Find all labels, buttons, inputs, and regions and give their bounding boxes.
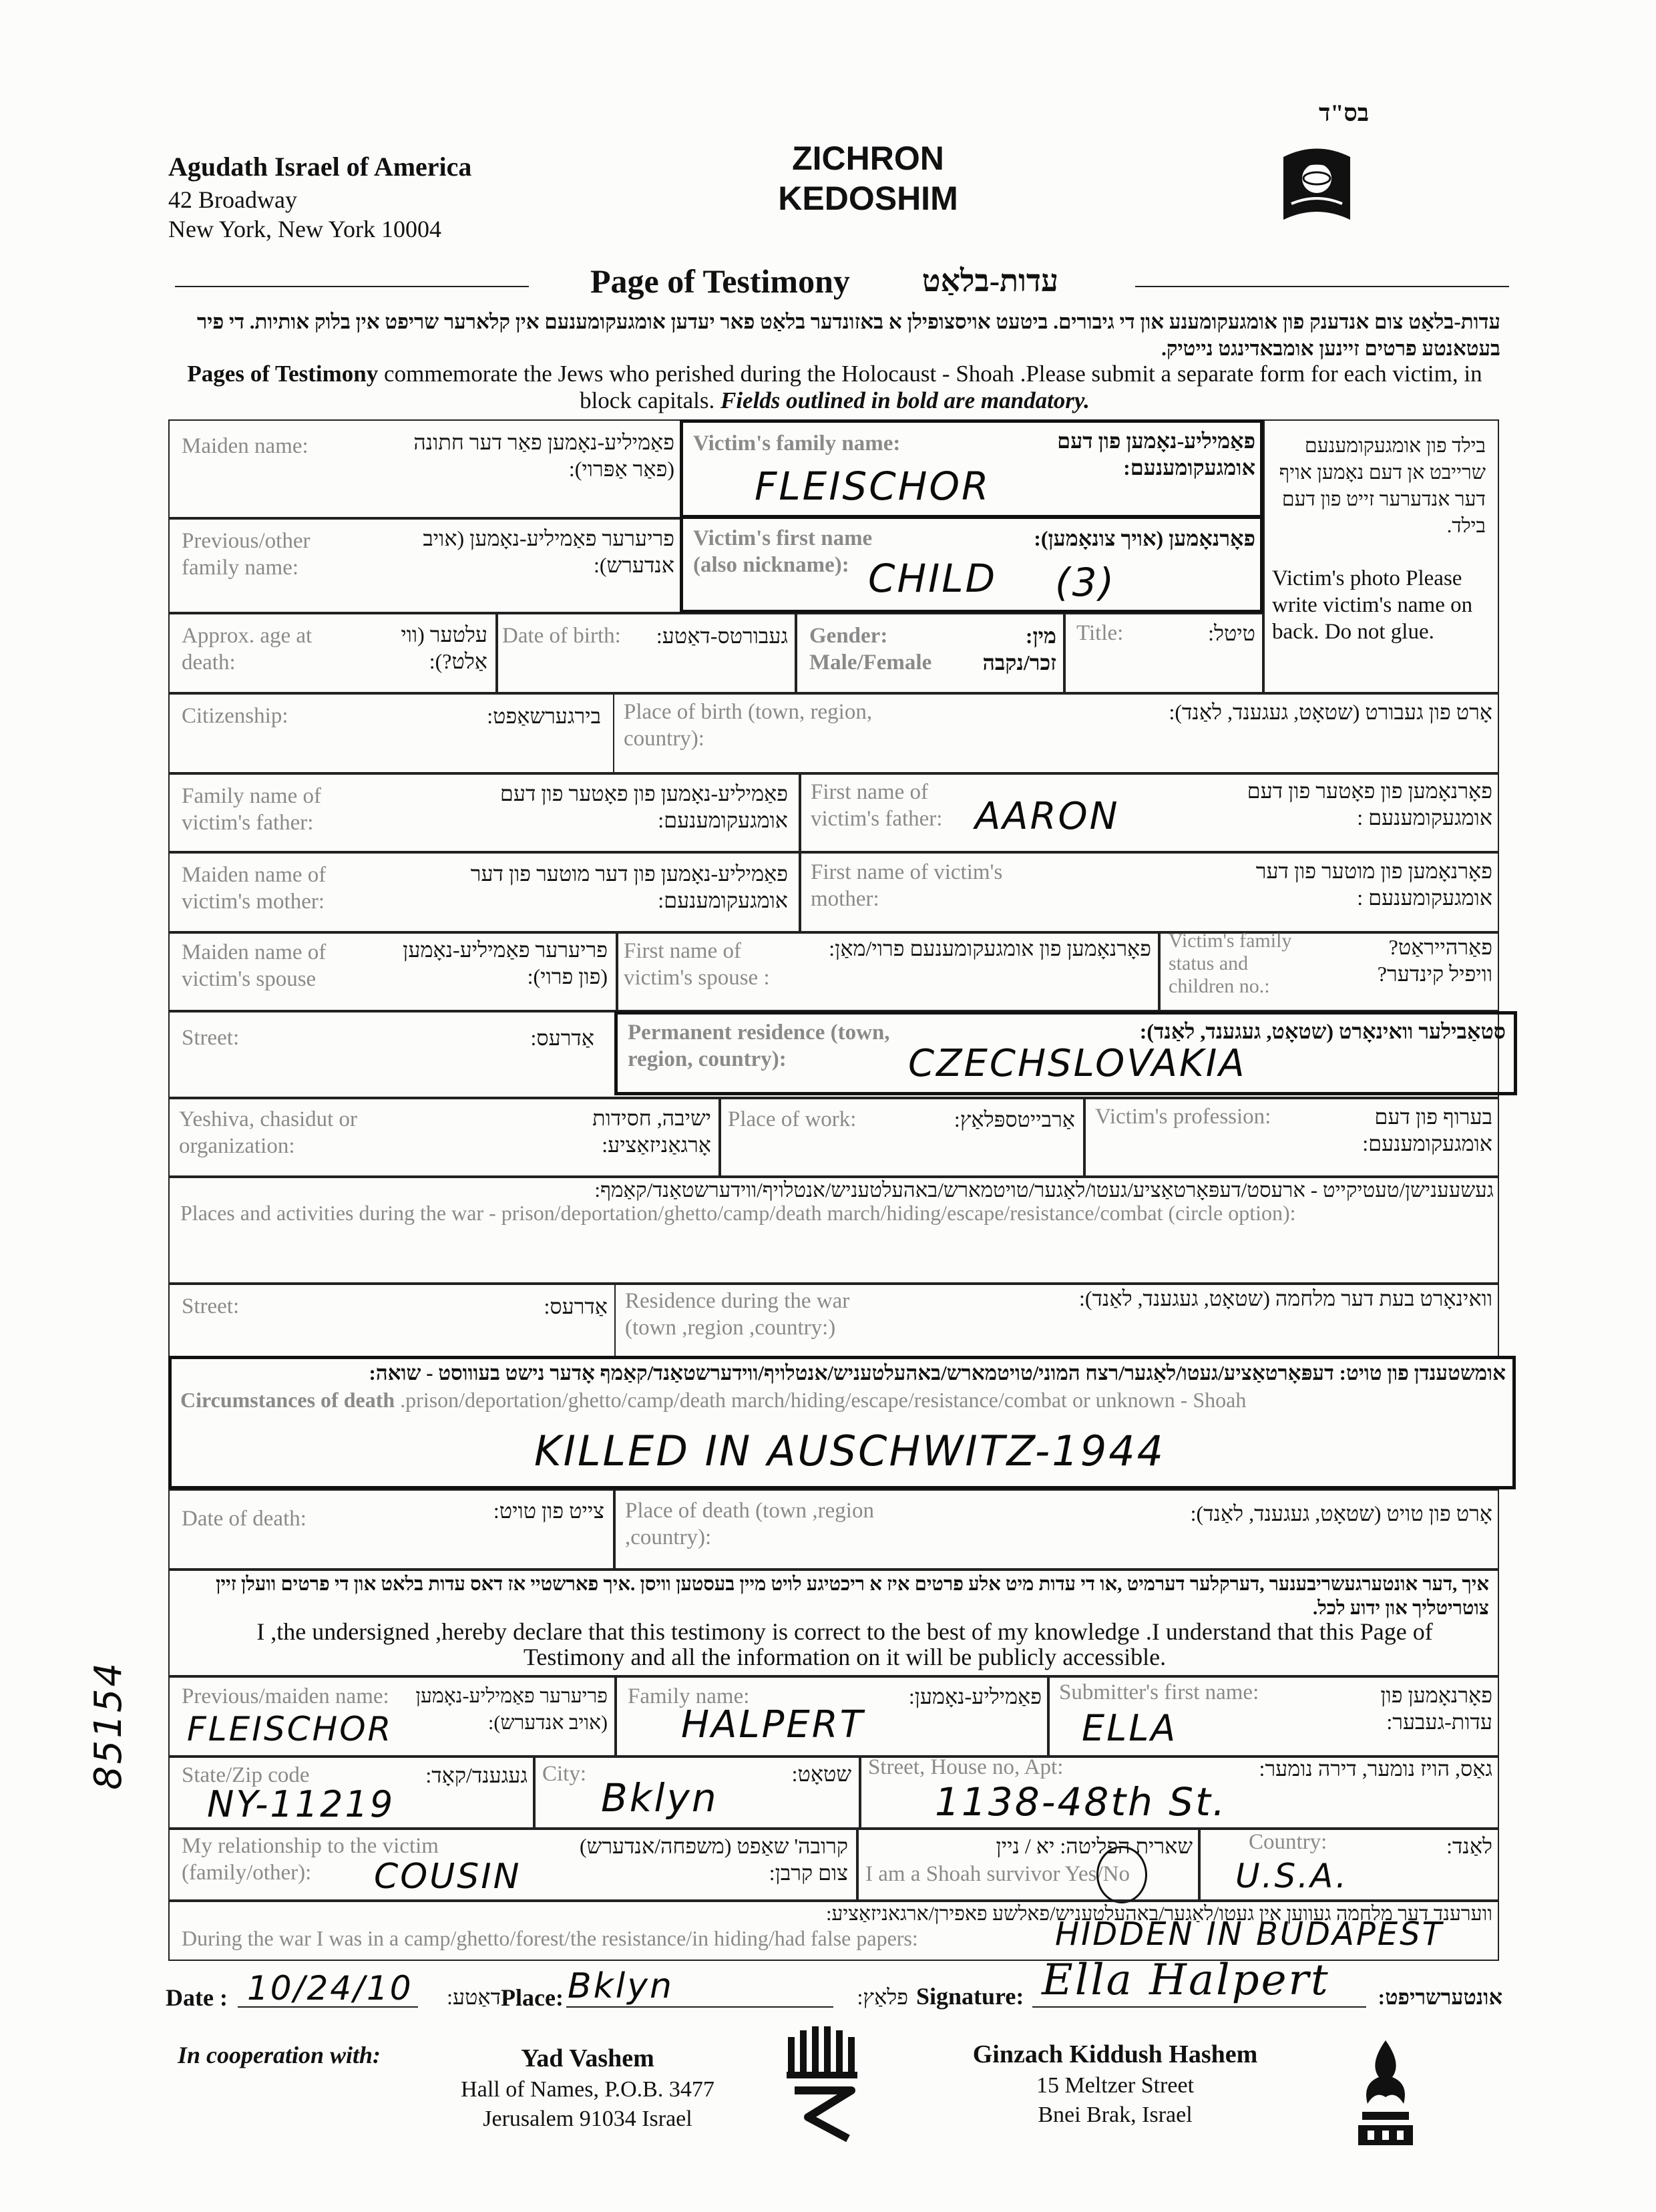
declaration-yiddish: איך ,דער אונטערגעשריבענער ,דערקלער דערמיט ,או די עדות מיט אלע פרטים איז א ריכטיגע לויט מיין בעסטען וויסן .איך פארשטיי אז דאס עדות בלאט און די פרטים וועלן זיין צוטריטליך און ידוע לכל. [216,1574,1489,1619]
age-label-yi: עלטער (ווי אַלט?): [401,622,487,673]
page-title-yiddish: עדות-בלאַט [921,264,1058,298]
mother-first-label-yi: פאָרנאָמען פון מוטער פון דער אומגעקומענעם : [1255,859,1492,910]
street-label-yi: אַדרעס: [530,1026,594,1050]
place-line [566,2006,833,2008]
org-name: Agudath Israel of America [168,152,472,182]
place-value[interactable]: Bklyn [568,1966,674,2006]
war-street-label-yi: אַדרעס: [544,1294,608,1318]
war-residence-label-yi: וואינאָרט בעת דער מלחמה (שטאָט, געגענד, לאַנד): [1079,1286,1492,1310]
circumstances-label [180,1387,1506,1413]
country-label-yi: לאַנד: [1446,1834,1492,1858]
submitter-state-zip-label-yi: געגענד/קאָד: [425,1763,528,1787]
submitter-prev-maiden-value: FLEISCHOR [187,1710,393,1748]
signature-label-yi: אונטערשריפט: [1378,1985,1502,2009]
signature-value[interactable]: Ella Halpert [1042,1956,1330,2005]
yad-vashem-logo-icon [781,2024,868,2144]
circumstances-label-text: .prison/deportation/ghetto/camp/death march/hiding/escape/resistance/combat or unknown - Shoah [400,1388,1247,1412]
yeshiva-label-yi: ישיבה, חסידות אָרגאַניזאַציע: [592,1106,711,1157]
country-label: Country: [1249,1830,1327,1854]
intro-english-bold: Pages of Testimony [187,361,379,387]
citizenship-label-yi: בירגערשאַפט: [487,704,601,728]
family-status-label-yi: פאַרהייראַט? וויפיל קינדער? [1377,935,1492,986]
spouse-first-label: First name of victim's spouse : [624,939,770,990]
intro-yiddish: עדות-בלאַט צום אנדענק פון אומגעקומענע און די גיבורים. ביטעט אויסצופילן א באזונדער בלאַט פאר יעדען אומגעקומענעם אין קלארער שריפט אין בלוק אותיות. די פיר בעטאנטע פרטים זיינען אומבאדינגט נייטיק. [196,310,1500,360]
place-of-birth-label: Place of birth (town, region, country): [624,700,873,751]
permanent-residence-value: CZECHSLOVAKIA [908,1042,1247,1085]
father-first-value: AARON [975,795,1120,838]
date-value[interactable]: 10/24/10 [247,1969,413,2008]
intro-english [180,361,1489,414]
submitter-relationship-value: COUSIN [374,1857,522,1897]
family-status-label: Victim's family status and children no.: [1169,930,1292,997]
place-label: Place: [501,1984,564,2011]
previous-family-name-label: Previous/other family name: [182,529,310,580]
title-label-yi: טיטל: [1208,621,1255,645]
submitter-family-name-value: HALPERT [681,1703,865,1746]
title-line-2: KEDOSHIM [778,180,958,217]
citizenship-label: Citizenship: [182,704,288,728]
submitter-prev-maiden-label: Previous/maiden name: [182,1684,389,1708]
victim-family-name-label-yi: פאַמיליע-נאָמען פון דעם אומגעקומענעם: [1057,429,1255,480]
ginzach-logo-icon [1349,2037,1422,2151]
ginzach-address-2: Bnei Brak, Israel [1038,2102,1193,2127]
submitter-state-zip-value: NY-11219 [207,1783,395,1825]
declaration-english: I ,the undersigned ,hereby declare that this testimony is correct to the best of my knowledge .I understand that this Page of Testimony and all the information on it will be publicly accessible. [256,1618,1433,1670]
submitter-street-label: Street, House no, Apt: [868,1755,1064,1779]
victim-family-name-label: Victim's family name: [693,431,901,455]
profession-label-yi: בערוף פון דעם אומגעקומענעם: [1362,1105,1492,1155]
gender-label: Gender: Male/Female [809,624,932,675]
mother-maiden-label: Maiden name of victim's mother: [182,863,327,914]
submitter-city-value: Bklyn [601,1775,718,1821]
survivor-yes-circle[interactable] [1096,1846,1147,1903]
org-address-1: 42 Broadway [168,186,297,213]
war-places-label: Places and activities during the war - prison/deportation/ghetto/camp/death march/hiding/escape/resistance/combat (circle option): [180,1201,1296,1225]
permanent-residence-label-yi: סטאַבילער וואינאָרט (שטאָט, געגענד, לאַנד): [1139,1019,1506,1043]
spouse-maiden-label: Maiden name of victim's spouse [182,940,327,991]
place-of-death-label: Place of death (town ,region ,country): [625,1499,874,1549]
war-camp-label: During the war I was in a camp/ghetto/forest/the resistance/in hiding/had false papers: [182,1926,918,1950]
signature-label: Signature: [916,1983,1024,2010]
yad-vashem-address-2: Jerusalem 91034 Israel [483,2106,692,2131]
submitter-family-name-label-yi: פאַמיליע-נאָמען: [908,1684,1042,1708]
previous-family-name-label-yi: פריערער פאַמיליע-נאָמען (אויב אנדערש): [423,526,674,577]
ginzach-address-1: 15 Meltzer Street [1036,2073,1195,2098]
intro-mandatory: Fields outlined in bold are mandatory. [720,387,1090,413]
submitter-state-zip-label: State/Zip code [182,1763,310,1787]
title-label: Title: [1076,621,1124,645]
victim-first-name-label-yi: פאָרנאָמען (אויך צונאָמען): [1034,526,1255,550]
survivor-label-yi: שארית הפליטה: יא / ניין [996,1834,1193,1858]
submitter-city-label: City: [542,1762,587,1786]
yad-vashem-address-1: Hall of Names, P.O.B. 3477 [461,2077,714,2102]
date-label: Date : [166,1984,228,2011]
war-camp-label-yi: ווערענד דער מלחמה געווען אין געטו/לאַגער/באהעלטעניש/פאלשע פאפירן/ארגאניזאַציע: [826,1903,1492,1925]
agudath-logo-icon [1277,137,1357,222]
maiden-name-label-yi: פאַמיליע-נאָמען פאַר דער חתונה (פאַר אַפּרוי): [413,430,674,481]
place-of-work-label-yi: אַרבייטספּלאַץ: [954,1107,1075,1131]
submitter-prev-maiden-label-yi: פריערער פאַמיליע-נאָמען (אויב אנדערש): [415,1685,608,1734]
country-value: U.S.A. [1235,1857,1349,1895]
permanent-residence-label: Permanent residence (town, region, country): [628,1021,890,1071]
father-family-label-yi: פאַמיליע-נאָמען פון פאָטער פון דעם אומגעקומענעם: [499,781,788,832]
cooperation-label: In cooperation with: [178,2042,381,2068]
survivor-label: I am a Shoah survivor Yes/No [865,1862,1130,1886]
submitter-first-name-label: Submitter's first name: [1059,1680,1259,1704]
photo-box-english: Victim's photo Please write victim's name on back. Do not glue. [1272,566,1473,644]
father-first-label: First name of victim's father: [811,780,943,831]
maiden-name-label: Maiden name: [182,434,308,458]
submitter-relationship-label-yi: קרובה' שאַפט (משפחה/אנדערש) צום קרבן: [580,1834,848,1885]
war-street-label: Street: [182,1294,240,1318]
spouse-first-label-yi: פאָרנאָמען פון אומגעקומענעם פרוי/מאַן: [829,936,1151,960]
submitter-street-value: 1138-48th St. [935,1779,1227,1825]
place-of-death-label-yi: אָרט פון טויט (שטאָט, געגענד, לאַנד): [1190,1501,1492,1525]
date-of-death-label: Date of death: [182,1507,306,1531]
submitter-street-label-yi: גאַס, הויז נומער, דירה נומער: [1259,1757,1492,1781]
mother-first-label: First name of victim's mother: [811,860,1003,911]
dob-label: Date of birth: [502,624,621,648]
submitter-relationship-label: My relationship to the victim (family/other): [182,1834,439,1885]
intro-english-text: commemorate the Jews who perished during the Holocaust - Shoah .Please submit a separate form for each victim, in block capitals. [384,361,1482,413]
hebrew-mark: בס"ד [1319,100,1370,126]
yeshiva-label: Yeshiva, chasidut or organization: [179,1107,358,1158]
victim-first-name-value: CHILD [868,556,998,601]
submitter-first-name-label-yi: פאָרנאָמען פון עדות-געבער: [1380,1683,1492,1734]
victim-first-name-value-2: (3) [1055,560,1116,605]
title-line-1: ZICHRON [792,140,944,177]
date-of-death-label-yi: צייט פון טויט: [493,1499,604,1523]
date-label-yi: דאַטע: [447,1985,501,2009]
submitter-first-name-value: ELLA [1082,1707,1178,1749]
father-first-label-yi: פאָרנאָמען פון פאָטער פון דעם אומגעקומענעם : [1247,779,1492,830]
circumstances-label-bold: Circumstances of death [180,1388,395,1412]
page-title: Page of Testimony [590,262,850,300]
spouse-maiden-label-yi: פריערער פאַמיליע-נאָמען (פון פרוי): [403,938,608,988]
war-residence-label: Residence during the war (town ,region ,country:) [625,1289,850,1340]
father-family-label: Family name of victim's father: [182,784,321,835]
place-of-work-label: Place of work: [728,1107,857,1131]
submitter-family-name-label: Family name: [628,1684,750,1708]
gender-label-yi: מין: זכר/נקבה [982,624,1056,675]
title-rule-left [175,286,529,287]
place-label-yi: פלאַץ: [857,1985,908,2009]
war-places-label-yi: געשעענישן/טעטיקייט - ארעסט/דעפּאָרטאַציע/געטו/לאַגער/טויטמארש/באהעלטעניש/אנטלויף/ווידערשטאַנד/קאַמף: [594,1178,1494,1202]
street-label: Street: [182,1026,240,1050]
yad-vashem-name: Yad Vashem [521,2044,654,2072]
circumstances-label-yi: אומשטענדן פון טויט: דעפּאָרטאַציע/געטו/לאַגער/רצח המוני/טויטמארש/באהעלטעניש/אנטלויף/ווידערשטאַנד/קאַמף אָדער נישט בעוווסט - שואה: [369,1361,1506,1385]
circumstances-value: KILLED IN AUSCHWITZ-1944 [534,1427,1166,1475]
photo-box-yiddish: בילד פון אומגעקומענעם שרייבט אן דעם נאָמען אויף דער אנדערער זייט פון דעם בילד. [1279,435,1486,537]
margin-note: 85154 [87,1660,130,1790]
mother-maiden-label-yi: פאַמיליע-נאָמען פון דער מוטער פון דער אומגעקומענעם: [470,862,788,912]
dob-label-yi: געבורטס-דאַטע: [656,624,788,648]
ginzach-name: Ginzach Kiddush Hashem [972,2040,1258,2068]
signature-line [1032,2006,1366,2008]
victim-family-name-value: FLEISCHOR [755,464,991,509]
submitter-city-label-yi: שטאָט: [791,1762,851,1786]
war-camp-value: HIDDEN IN BUDAPEST [1055,1915,1444,1953]
org-address-2: New York, New York 10004 [168,216,442,242]
place-of-birth-label-yi: אָרט פון געבורט (שטאָט, געגענד, לאַנד): [1169,700,1492,724]
title-rule-right [1135,286,1509,287]
age-label: Approx. age at death: [182,624,313,675]
victim-first-name-label: Victim's first name (also nickname): [693,526,873,577]
profession-label: Victim's profession: [1095,1105,1271,1129]
